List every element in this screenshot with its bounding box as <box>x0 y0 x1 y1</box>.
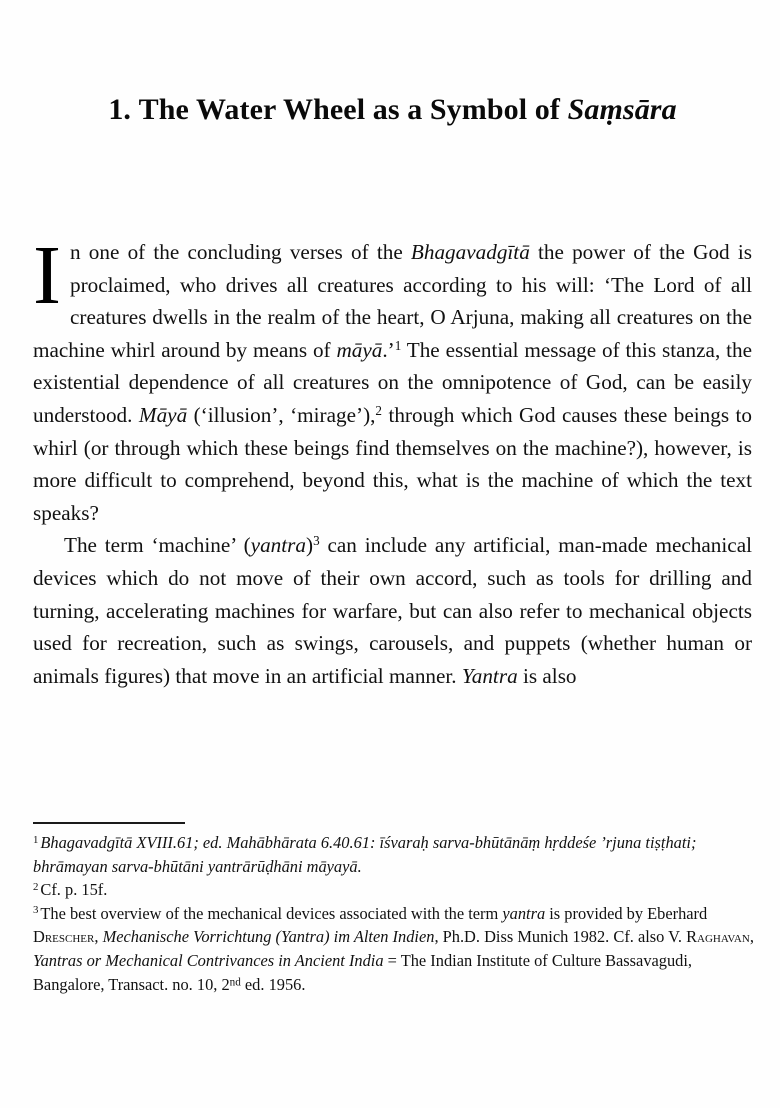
drop-cap: I <box>33 229 61 322</box>
p2-seg-4: can include any artificial, man-made mechanical devices which do not move of their own accord, such as tools for drilling and turning, accelerating machines for warfare, but can also refer to mechanical objects used for recreation, such as swings, carousels, and puppets (whether human or animals figures) that move in an artificial manner. <box>33 533 752 688</box>
p1-seg-1: n one of the concluding verses of the <box>69 240 411 264</box>
fn3-work-title-1: Mechanische Vorrichtung (Yantra) im Alten Indien <box>102 927 435 947</box>
fn3-seg-1: The best overview of the mechanical devices associated with the term <box>40 903 503 923</box>
footnotes-section <box>33 831 755 996</box>
fn3-seg-11: = The Indian Institute of Culture Bassavagudi, Bangalore, Transact. no. 10, 2 <box>33 950 693 994</box>
fn3-work-title-2: Yantras or Mechanical Contrivances in Ancient India <box>33 950 384 970</box>
p1-seg-8: (‘illusion’, ‘mirage’), <box>187 402 376 427</box>
chapter-title-italic-term: Saṃsāra <box>567 93 677 127</box>
chapter-title-text: The Water Wheel as a Symbol of <box>138 93 568 127</box>
footnote-2 <box>33 878 755 902</box>
footnote-1 <box>33 831 755 878</box>
fn3-edition-ordinal: nd <box>229 975 241 988</box>
p1-seg-9: through which God causes these beings to whirl (or through which these beings find themselves on the machine?), however, is more difficult to comprehend, beyond this, what is the machine of which the text speaks? <box>33 402 753 525</box>
p2-seg-3: ) <box>306 533 314 558</box>
fn3-seg-5: , <box>94 927 103 947</box>
footnote-2-text: Cf. p. 15f. <box>40 880 108 900</box>
p1-seg-5: .’ <box>382 337 395 362</box>
footnote-3-marker: 3 <box>33 904 39 917</box>
p2-seg-6: is also <box>517 663 577 688</box>
footnote-3 <box>33 902 755 996</box>
fn3-term-yantra: yantra <box>502 903 546 923</box>
chapter-number: 1. <box>108 93 132 127</box>
fn3-seg-9: , <box>749 927 754 947</box>
footnote-separator-rule <box>33 822 185 824</box>
chapter-title-roman <box>131 93 139 126</box>
fn3-seg-3: is provided by Eberhard <box>545 903 708 923</box>
footnote-1-text: Bhagavadgītā XVIII.61; ed. Mahābhārata 6.40.61: īśvaraḥ sarva-bhūtānāṃ hṛddeśe ’rjuna tiṣṭhati; bhrāmayan sarva-bhūtāni yantrārūḍhāni māyayā. <box>33 833 697 876</box>
footnote-1-marker: 1 <box>33 833 39 846</box>
fn3-author-drescher: Drescher <box>33 927 95 947</box>
paragraph-2 <box>33 529 752 692</box>
footnote-marker-1[interactable]: 1 <box>394 337 402 353</box>
p2-term-yantra-2: Yantra <box>461 663 518 688</box>
fn3-seg-13: ed. 1956. <box>240 974 306 994</box>
p1-seg-3: the power of the God is proclaimed, who drives all creatures according to his will: ‘The Lord of all creatures dwells in the realm of the heart, O Arjuna, making all creatures on the machine whirl around by means of <box>33 240 752 362</box>
footnote-2-marker: 2 <box>33 880 39 893</box>
fn3-author-raghavan: Raghavan <box>686 927 750 947</box>
p1-title-bhagavadgita: Bhagavadgītā <box>410 240 530 264</box>
p1-seg-6: The essential message of this stanza, the existential dependence of all creatures on the omnipotence of God, can be easily understood. <box>33 337 752 427</box>
p2-term-yantra: yantra <box>250 533 306 558</box>
paragraph-1 <box>33 229 753 529</box>
footnote-marker-3[interactable]: 3 <box>313 533 320 549</box>
body-text <box>33 229 753 692</box>
footnote-marker-2[interactable]: 2 <box>375 403 382 419</box>
fn3-seg-7: , Ph.D. Diss Munich 1982. Cf. also V. <box>434 927 687 947</box>
chapter-title <box>33 93 752 128</box>
p2-seg-1: The term ‘machine’ ( <box>64 533 251 558</box>
p1-term-maya: māyā <box>336 337 383 362</box>
p1-term-maya-capital: Māyā <box>138 402 188 427</box>
